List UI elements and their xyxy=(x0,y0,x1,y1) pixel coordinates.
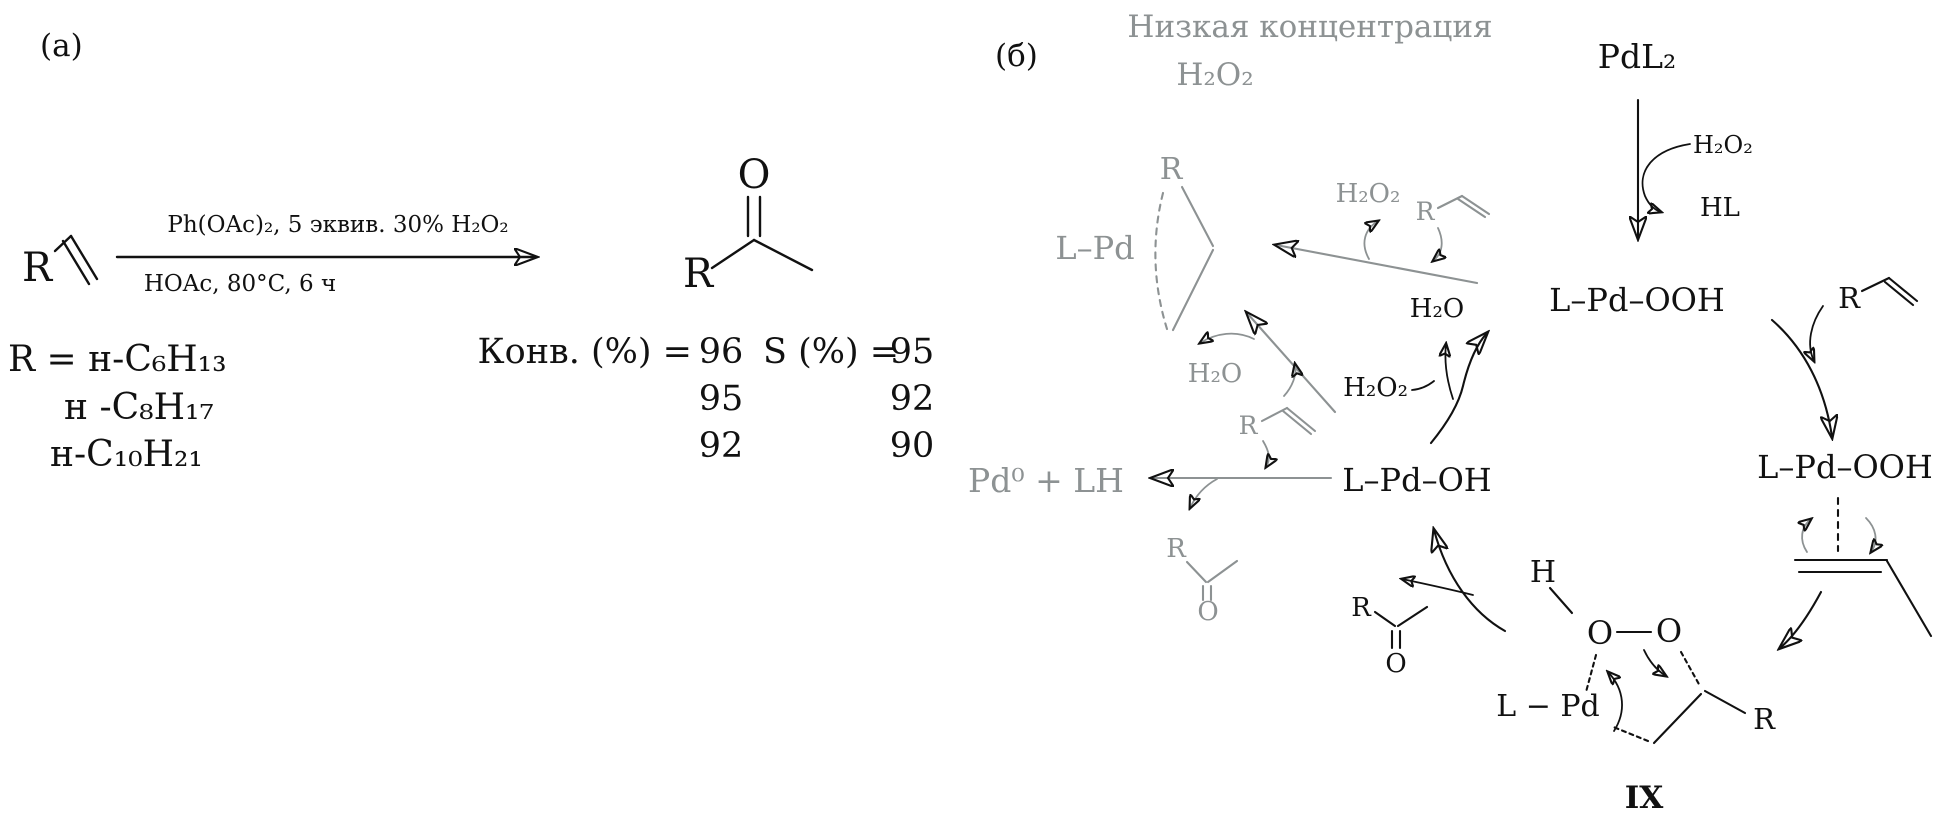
alkene-displacement-arrow xyxy=(1276,245,1477,283)
h2o2-release-hook xyxy=(1364,221,1378,259)
product-o-label: O xyxy=(737,152,771,198)
ix-number-label: IX xyxy=(1624,780,1664,816)
ix-h-label: H xyxy=(1529,555,1557,590)
lpd-gray-r-label: R xyxy=(1159,152,1183,187)
ix-r-label: R xyxy=(1753,702,1775,736)
conv-value-1: 96 xyxy=(698,332,744,372)
dashed-bond-c-pd xyxy=(1611,726,1648,741)
reaction-arrow xyxy=(117,212,536,297)
alkene-gray-top-r-label: R xyxy=(1415,197,1435,226)
ketone-gray-o-label: O xyxy=(1197,597,1219,627)
panel-b xyxy=(968,9,1933,816)
lpd-gray-label: L–Pd xyxy=(1055,229,1135,267)
bond xyxy=(1187,562,1206,582)
bond xyxy=(71,236,97,279)
low-concentration-line1: Низкая концентрация xyxy=(1127,9,1493,45)
lpd-oh-label: L–Pd–OH xyxy=(1342,461,1492,499)
regeneration-arrow-main xyxy=(1431,333,1487,443)
coordinated-alkene-structure xyxy=(1780,498,1931,648)
product-r-label: R xyxy=(682,251,714,297)
dashed-bond-o-pd xyxy=(1586,655,1596,692)
alkene-coordination-arrow xyxy=(1772,306,1832,437)
r-definition-3: н-C₁₀H₂₁ xyxy=(50,434,203,475)
lpd-oh-to-complex-arrow xyxy=(1247,313,1335,412)
alkene-feed-hook-up xyxy=(1284,364,1296,396)
h2o-out-label: H₂O xyxy=(1409,294,1465,324)
r-definition-1: R = н-C₆H₁₃ xyxy=(8,339,227,380)
conv-value-3: 92 xyxy=(698,426,744,466)
decomposition-arrow-main xyxy=(1434,530,1505,631)
alkene-right-structure xyxy=(1838,278,1917,315)
coordination-arrow-curve xyxy=(1772,320,1832,437)
electron-hook-left xyxy=(1802,519,1811,552)
conv-label: Конв. (%) = xyxy=(477,332,692,372)
h2o-released-label: H₂O xyxy=(1187,359,1243,389)
panel-b-label: (б) xyxy=(995,38,1038,74)
ketone-gray-r-label: R xyxy=(1166,534,1186,564)
ix-o-left-label: O xyxy=(1586,614,1614,652)
bond xyxy=(1654,694,1701,743)
alkene-gray-left-structure xyxy=(1239,364,1315,467)
bond xyxy=(1287,408,1315,431)
insertion-arrow-to-ix xyxy=(1780,592,1821,648)
alkene-feed-hook xyxy=(1810,306,1823,361)
ketone-black-structure xyxy=(1351,593,1427,679)
s-label: S (%) = xyxy=(763,332,900,372)
h2o-release-branch xyxy=(1445,344,1453,399)
h2o2-feed-connector xyxy=(1412,381,1434,390)
gray-degradation-pathways xyxy=(968,152,1492,627)
bond xyxy=(1862,278,1889,291)
ix-decomposition-arrow xyxy=(1402,530,1505,631)
bond xyxy=(1283,411,1311,434)
intermediate-ix-structure xyxy=(1496,555,1776,816)
low-concentration-header xyxy=(1127,9,1492,93)
product-ketone-structure xyxy=(683,152,812,297)
low-concentration-line2: H₂O₂ xyxy=(1176,57,1254,93)
ketone-black-o-label: O xyxy=(1385,649,1407,679)
reactant-r-label: R xyxy=(21,245,53,291)
conv-value-2: 95 xyxy=(698,379,744,419)
h2o2-in-label: H₂O₂ xyxy=(1693,131,1753,159)
bond xyxy=(1550,588,1572,613)
gray-ketone-release-hook xyxy=(1190,479,1217,508)
bond xyxy=(1438,196,1462,208)
hydroperoxide-regeneration-arrow xyxy=(1343,294,1487,443)
electron-arrow-oo-to-c xyxy=(1644,650,1666,676)
bond xyxy=(63,241,89,284)
s-value-1: 95 xyxy=(889,332,935,372)
h2o2-feed-label: H₂O₂ xyxy=(1343,373,1408,403)
conditions-below: HOAc, 80°C, 6 ч xyxy=(143,271,337,297)
bond xyxy=(1262,408,1287,421)
hl-out-label: HL xyxy=(1700,193,1740,223)
pd-alkene-dashed-arc xyxy=(1155,193,1167,329)
pdl2-label: PdL₂ xyxy=(1597,37,1677,76)
dashed-bond-o-c xyxy=(1681,652,1700,686)
reactant-alkene-structure xyxy=(22,236,97,291)
pd0-lh-label: Pd⁰ + LH xyxy=(968,461,1124,500)
ketone-release-branch xyxy=(1402,579,1473,595)
alkene-gray-top-structure xyxy=(1416,196,1489,261)
ix-lpd-label: L − Pd xyxy=(1496,689,1600,724)
lpd-alkene-complex-structure xyxy=(1055,152,1213,330)
bond xyxy=(712,240,754,268)
alkene-feed-hook xyxy=(1433,228,1442,261)
conditions-above: Ph(OAc)₂, 5 эквив. 30% H₂O₂ xyxy=(167,212,509,238)
lpd-ooh-right-label: L–Pd–OOH xyxy=(1549,281,1725,319)
r-definition-2: н -C₈H₁₇ xyxy=(64,387,214,428)
ix-o-right-label: O xyxy=(1655,612,1683,650)
bond xyxy=(1182,187,1213,246)
bond xyxy=(1705,691,1745,713)
lpd-ooh-lower-label: L–Pd–OOH xyxy=(1757,448,1933,486)
pdl2-activation-step xyxy=(1598,37,1753,238)
ketone-gray-structure xyxy=(1166,534,1237,627)
bond xyxy=(754,240,812,270)
bond xyxy=(1398,607,1427,626)
alkene-right-r-label: R xyxy=(1838,281,1860,315)
electron-hook-right xyxy=(1866,518,1876,552)
s-value-3: 90 xyxy=(889,426,935,466)
electron-arrow-pd-to-o xyxy=(1608,672,1622,731)
bond xyxy=(1375,612,1395,626)
panel-a-label: (а) xyxy=(40,28,83,64)
bond xyxy=(1173,250,1213,330)
bond xyxy=(1887,561,1931,636)
results-table xyxy=(478,332,935,466)
s-value-2: 92 xyxy=(889,379,935,419)
alkene-feed-hook-down xyxy=(1263,441,1269,467)
ketone-black-r-label: R xyxy=(1351,593,1371,623)
alkene-gray-left-r-label: R xyxy=(1238,411,1258,440)
h2o-release-hook xyxy=(1200,334,1254,343)
h2o2-released-label: H₂O₂ xyxy=(1335,179,1401,209)
bond xyxy=(1208,561,1237,582)
h2o2-hl-exchange-arrow xyxy=(1643,144,1690,212)
panel-a xyxy=(8,28,934,475)
r-definitions xyxy=(8,339,227,475)
